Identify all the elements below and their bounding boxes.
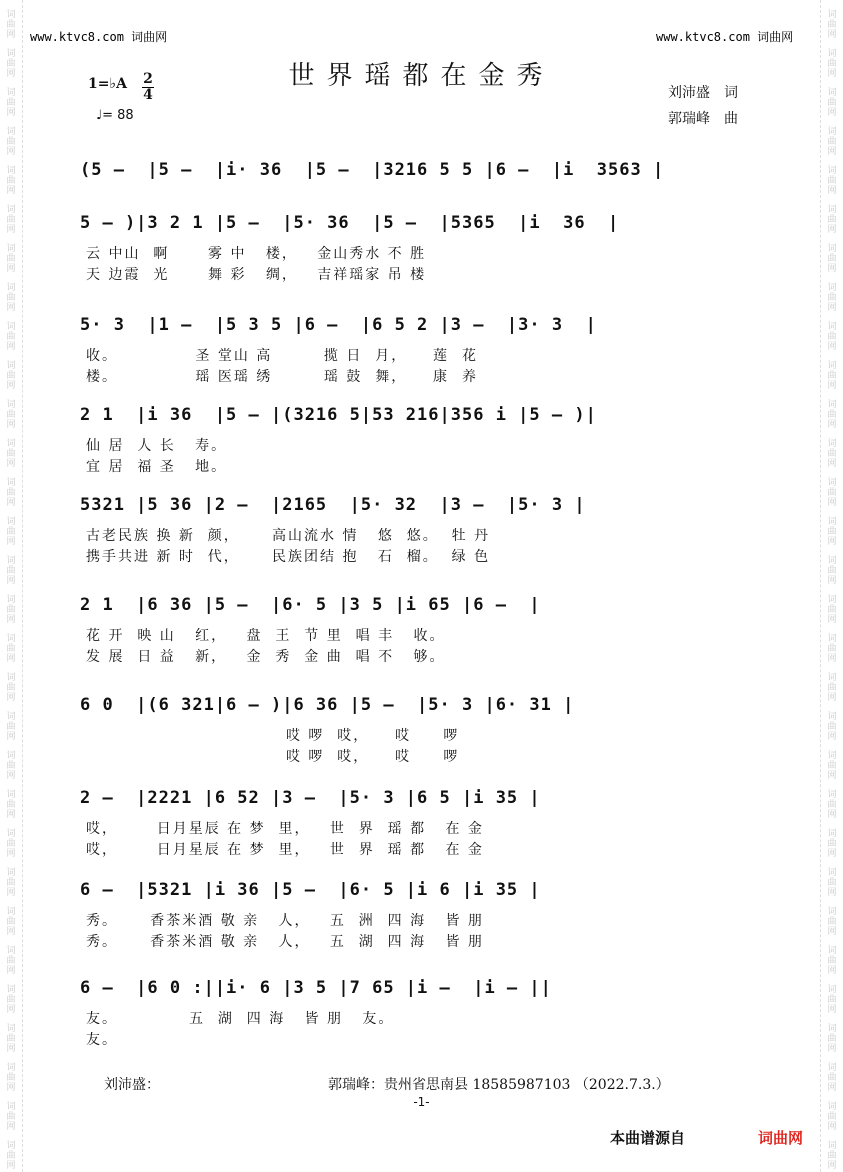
side-watermark-text: 词曲网 xyxy=(827,595,837,625)
side-watermark-text: 词曲网 xyxy=(6,556,16,586)
lyrics-line: 哎， 日月星辰 在 梦 里， 世 界 瑶 都 在 金 xyxy=(86,821,484,837)
side-watermark-text: 词曲网 xyxy=(827,88,837,118)
lyrics-line: 友。 xyxy=(86,1032,118,1048)
tempo-marking: ♩= 88 xyxy=(96,108,134,123)
notation-line: 6 – |5321 |i 36 |5 – |6· 5 |i 6 |i 35 | xyxy=(80,880,541,900)
side-watermark-text: 词曲网 xyxy=(6,478,16,508)
lyrics-line: 仙 居 人 长 寿。 xyxy=(86,438,228,454)
side-watermark-text: 词曲网 xyxy=(6,712,16,742)
lyrics-line: 收。 圣 堂山 高 揽 日 月， 莲 花 xyxy=(86,348,478,364)
lyrics-line: 哎， 日月星辰 在 梦 里， 世 界 瑶 都 在 金 xyxy=(86,842,484,858)
side-watermark-text: 词曲网 xyxy=(6,283,16,313)
side-watermark-text: 词曲网 xyxy=(6,751,16,781)
side-watermark-text: 词曲网 xyxy=(6,946,16,976)
side-watermark-text: 词曲网 xyxy=(827,322,837,352)
side-watermark-text: 词曲网 xyxy=(6,829,16,859)
side-watermark-text: 词曲网 xyxy=(827,634,837,664)
side-watermark-text: 词曲网 xyxy=(827,205,837,235)
source-label: 本曲谱源自 xyxy=(610,1129,686,1147)
side-watermark-text: 词曲网 xyxy=(827,829,837,859)
side-watermark-text: 词曲网 xyxy=(827,790,837,820)
side-watermark-text: 词曲网 xyxy=(827,127,837,157)
side-watermark-text: 词曲网 xyxy=(827,49,837,79)
side-watermark-text: 词曲网 xyxy=(827,361,837,391)
notation-line: 2 1 |i 36 |5 – |(3216 5|53 216|356 i |5 – )| xyxy=(80,405,597,425)
notation-line: 5321 |5 36 |2 – |2165 |5· 32 |3 – |5· 3 | xyxy=(80,495,586,515)
composer-credit: 郭瑞峰 曲 xyxy=(668,111,738,127)
side-watermark-text: 词曲网 xyxy=(6,907,16,937)
lyrics-line: 秀。 香茶米酒 敬 亲 人， 五 湖 四 海 皆 朋 xyxy=(86,934,484,950)
side-watermark-text: 词曲网 xyxy=(827,751,837,781)
footer-lyricist: 刘沛盛： xyxy=(104,1077,160,1093)
side-watermark-text: 词曲网 xyxy=(6,985,16,1015)
side-watermark-text: 词曲网 xyxy=(6,790,16,820)
side-watermark-text: 词曲网 xyxy=(827,166,837,196)
left-watermark-strip xyxy=(0,0,23,1172)
time-signature: 2 4 xyxy=(143,71,153,103)
side-watermark-text: 词曲网 xyxy=(6,439,16,469)
lyrics-line: 友。 五 湖 四 海 皆 朋 友。 xyxy=(86,1011,395,1027)
notation-line: (5 – |5 – |i· 36 |5 – |3216 5 5 |6 – |i 3563 | xyxy=(80,160,665,180)
lyrics-line: 哎 啰 哎， 哎 啰 xyxy=(86,749,460,765)
side-watermark-text: 词曲网 xyxy=(827,1024,837,1054)
side-watermark-text: 词曲网 xyxy=(6,166,16,196)
side-watermark-text: 词曲网 xyxy=(6,127,16,157)
side-watermark-text: 词曲网 xyxy=(6,49,16,79)
side-watermark-text: 词曲网 xyxy=(827,868,837,898)
notation-line: 5· 3 |1 – |5 3 5 |6 – |6 5 2 |3 – |3· 3 | xyxy=(80,315,597,335)
side-watermark-text: 词曲网 xyxy=(827,400,837,430)
side-watermark-text: 词曲网 xyxy=(827,283,837,313)
source-site-link[interactable]: 词曲网 xyxy=(758,1129,804,1147)
side-watermark-text: 词曲网 xyxy=(827,1141,837,1171)
side-watermark-text: 词曲网 xyxy=(827,1063,837,1093)
footer-composer-contact: 郭瑞峰：贵州省思南县 18585987103 （2022.7.3.） xyxy=(328,1077,670,1093)
side-watermark-text: 词曲网 xyxy=(827,985,837,1015)
side-watermark-text: 词曲网 xyxy=(6,205,16,235)
side-watermark-text: 词曲网 xyxy=(827,244,837,274)
side-watermark-text: 词曲网 xyxy=(827,10,837,40)
lyricist-credit: 刘沛盛 词 xyxy=(668,85,738,101)
side-watermark-text: 词曲网 xyxy=(6,634,16,664)
notation-line: 6 0 |(6 321|6 – )|6 36 |5 – |5· 3 |6· 31 | xyxy=(80,695,575,715)
notation-line: 5 – )|3 2 1 |5 – |5· 36 |5 – |5365 |i 36 | xyxy=(80,213,620,233)
side-watermark-text: 词曲网 xyxy=(827,478,837,508)
side-watermark-text: 词曲网 xyxy=(6,517,16,547)
side-watermark-text: 词曲网 xyxy=(827,907,837,937)
key-signature: 1=♭A xyxy=(88,76,127,92)
side-watermark-text: 词曲网 xyxy=(827,673,837,703)
lyrics-line: 天 边霞 光 舞 彩 绸， 吉祥瑶家 吊 楼 xyxy=(86,267,427,283)
side-watermark-text: 词曲网 xyxy=(6,244,16,274)
side-watermark-text: 词曲网 xyxy=(6,673,16,703)
side-watermark-text: 词曲网 xyxy=(6,10,16,40)
lyrics-line: 古老民族 换 新 颜， 高山流水 情 悠 悠。 牡 丹 xyxy=(86,528,491,544)
page-number: -1- xyxy=(413,1095,430,1109)
side-watermark-text: 词曲网 xyxy=(827,439,837,469)
watermark-left: www.ktvc8.com 词曲网 xyxy=(30,30,168,44)
notation-line: 2 – |2221 |6 52 |3 – |5· 3 |6 5 |i 35 | xyxy=(80,788,541,808)
side-watermark-text: 词曲网 xyxy=(827,946,837,976)
side-watermark-text: 词曲网 xyxy=(6,400,16,430)
side-watermark-text: 词曲网 xyxy=(6,361,16,391)
side-watermark-text: 词曲网 xyxy=(827,1102,837,1132)
notation-line: 6 – |6 0 :||i· 6 |3 5 |7 65 |i – |i – || xyxy=(80,978,552,998)
lyrics-line: 携手共进 新 时 代， 民族团结 抱 石 榴。 绿 色 xyxy=(86,549,491,565)
lyrics-line: 哎 啰 哎， 哎 啰 xyxy=(86,728,460,744)
side-watermark-text: 词曲网 xyxy=(827,556,837,586)
watermark-right: www.ktvc8.com 词曲网 xyxy=(656,30,794,44)
lyrics-line: 花 开 映 山 红， 盘 王 节 里 唱 丰 收。 xyxy=(86,628,446,644)
notation-line: 2 1 |6 36 |5 – |6· 5 |3 5 |i 65 |6 – | xyxy=(80,595,541,615)
side-watermark-text: 词曲网 xyxy=(827,712,837,742)
song-title: 世界瑶都在金秀 xyxy=(288,61,555,91)
lyrics-line: 云 中山 啊 雾 中 楼， 金山秀水 不 胜 xyxy=(86,246,427,262)
lyrics-line: 秀。 香茶米酒 敬 亲 人， 五 洲 四 海 皆 朋 xyxy=(86,913,484,929)
lyrics-line: 宜 居 福 圣 地。 xyxy=(86,459,228,475)
right-watermark-strip xyxy=(820,0,843,1172)
side-watermark-text: 词曲网 xyxy=(6,88,16,118)
lyrics-line: 发 展 日 益 新， 金 秀 金 曲 唱 不 够。 xyxy=(86,649,446,665)
side-watermark-text: 词曲网 xyxy=(6,1141,16,1171)
side-watermark-text: 词曲网 xyxy=(6,1024,16,1054)
side-watermark-text: 词曲网 xyxy=(6,322,16,352)
side-watermark-text: 词曲网 xyxy=(827,517,837,547)
lyrics-line: 楼。 瑶 医瑶 绣 瑶 鼓 舞， 康 养 xyxy=(86,369,478,385)
side-watermark-text: 词曲网 xyxy=(6,595,16,625)
side-watermark-text: 词曲网 xyxy=(6,1102,16,1132)
side-watermark-text: 词曲网 xyxy=(6,868,16,898)
side-watermark-text: 词曲网 xyxy=(6,1063,16,1093)
